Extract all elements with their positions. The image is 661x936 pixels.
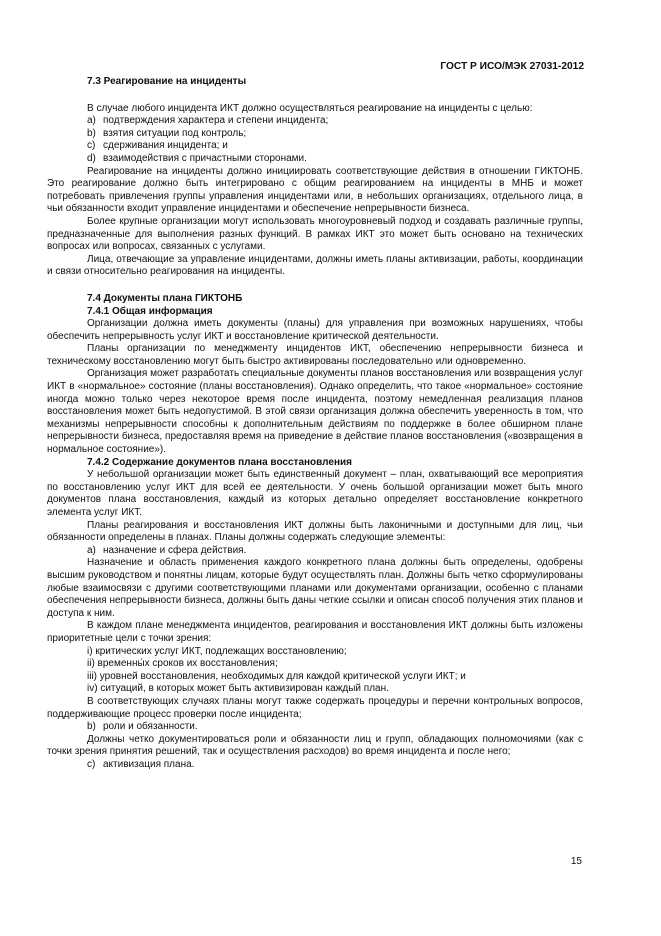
list-item-text: взаимодействия с причастными сторонами.	[103, 152, 307, 164]
list-item-text: роли и обязанности.	[103, 721, 198, 733]
paragraph: Должны четко документироваться роли и обязанности лиц и групп, обладающих полномочиями (как с точки зрения принятия решений, так и осуществления расходов) во время инцидента и после него;	[47, 733, 583, 758]
list-item-text: сдерживания инцидента; и	[103, 140, 228, 152]
list-marker: a)	[87, 544, 96, 556]
paragraph: Назначение и область применения каждого конкретного плана должны быть определены, одобрены высшим руководством и понятны лицам, которые будут осуществлять план. Должны быть четко сформулированы любые взаимосвязи с другими соответствующими планами или документами организации, особенно с планами обеспечения непрерывности бизнеса, должны быть даны четкие ссылки и описан способ получения этих планов и доступа к ним.	[47, 557, 583, 619]
list-item	[47, 153, 583, 166]
list-marker: c)	[87, 758, 96, 770]
section-7-3-heading: 7.3 Реагирование на инциденты	[87, 76, 247, 87]
list-item-text: назначение и сфера действия.	[103, 544, 247, 556]
page-content	[47, 76, 583, 771]
list-marker: b)	[87, 127, 96, 139]
list-item	[47, 140, 583, 153]
paragraph: Организации должна иметь документы (планы) для управления при возможных нарушениях, чтобы обеспечить непрерывность услуг ИКТ и восстановление критической деятельности.	[47, 318, 583, 342]
list-item	[47, 128, 583, 141]
subsection-7-4-1-heading: 7.4.1 Общая информация	[87, 305, 213, 317]
roman-list-item: iii) уровней восстановления, необходимых для каждой критической услуги ИКТ; и	[87, 670, 466, 682]
paragraph: В каждом плане менеджмента инцидентов, реагирования и восстановления ИКТ должны быть изложены приоритетные цели с точки зрения:	[47, 620, 583, 644]
paragraph: Планы организации по менеджменту инцидентов ИКТ, обеспечению непрерывности бизнеса и техническому восстановлению могут быть быстро активированы последовательно или одновременно.	[47, 343, 583, 367]
list-marker: c)	[87, 140, 96, 152]
roman-list-item: ii) временны́х сроков их восстановления;	[87, 658, 278, 670]
paragraph: Планы реагирования и восстановления ИКТ должны быть лаконичными и доступными для лиц, чьи обязанности определены в планах. Планы должны содержать следующие элементы:	[47, 519, 583, 544]
paragraph: Лица, отвечающие за управление инцидентами, должны иметь планы активизации, работы, координации и связи относительно реагирования на инциденты.	[47, 253, 583, 278]
list-item-text: взятия ситуации под контроль;	[103, 127, 247, 139]
list-marker: a)	[87, 115, 96, 127]
paragraph: Реагирование на инциденты должно инициировать соответствующие действия в отношении ГИКТОНБ. Это реагирование должно быть интегрировано с общим реагированием на инциденты в МНБ и может потребовать привлечения группы управления инцидентами или, в небольших организациях, отдельного лица, в чьи обязанности входит управление инцидентами и обеспечение непрерывности бизнеса.	[47, 165, 583, 215]
list-marker: b)	[87, 721, 96, 733]
paragraph: В случае любого инцидента ИКТ должно осуществляться реагирование на инциденты с целью:	[87, 102, 533, 114]
paragraph: Более крупные организации могут использовать многоуровневый подход и создавать различные группы, предназначенные для выполнения разных функций. В рамках ИКТ это может быть основано на технических вопросах или вопросах, связанных с услугами.	[47, 215, 583, 253]
list-item-text: подтверждения характера и степени инцидента;	[103, 115, 329, 127]
roman-list-item: i) критических услуг ИКТ, подлежащих восстановлению;	[87, 645, 347, 657]
list-item	[47, 721, 583, 734]
section-7-4-heading: 7.4 Документы плана ГИКТОНБ	[87, 292, 243, 304]
list-item	[47, 759, 583, 772]
list-item	[47, 545, 583, 558]
page-number: 15	[570, 856, 582, 867]
paragraph: У небольшой организации может быть единственный документ – план, охватывающий все мероприятия по восстановлению услуг ИКТ для всей ее деятельности. У очень большой организации может быть много документов плана восстановления, каждый из которых детально определяет восстановление конкретного элемента услуг ИКТ.	[47, 469, 583, 518]
paragraph: Организация может разработать специальные документы планов восстановления или возвращения услуг ИКТ в «нормальное» состояние (планы восстановления). Однако определить, что такое «нормальное» состояние иногда можно только через некоторое время после инцидента, поэтому немедленная реализация планов восстановления может быть недопустимой. В этой связи организация должна обеспечить уверенность в том, что механизмы непрерывности способны к дополнительным действиям по поддержке в более обширном плане непрерывности бизнеса, предоставляя время на приведение в действие планов восстановления («возвращения в нормальное состояние»).	[47, 368, 583, 456]
list-item-text: активизация плана.	[103, 758, 195, 770]
roman-list-item: iv) ситуаций, в которых может быть активизирован каждый план.	[87, 683, 389, 695]
list-marker: d)	[87, 152, 96, 164]
document-header: ГОСТ Р ИСО/МЭК 27031-2012	[440, 61, 584, 72]
subsection-7-4-2-heading: 7.4.2 Содержание документов плана восстановления	[87, 456, 352, 468]
list-item	[47, 115, 583, 128]
paragraph: В соответствующих случаях планы могут также содержать процедуры и перечни контрольных вопросов, поддерживающие процесс проверки после инцидента;	[47, 695, 583, 720]
